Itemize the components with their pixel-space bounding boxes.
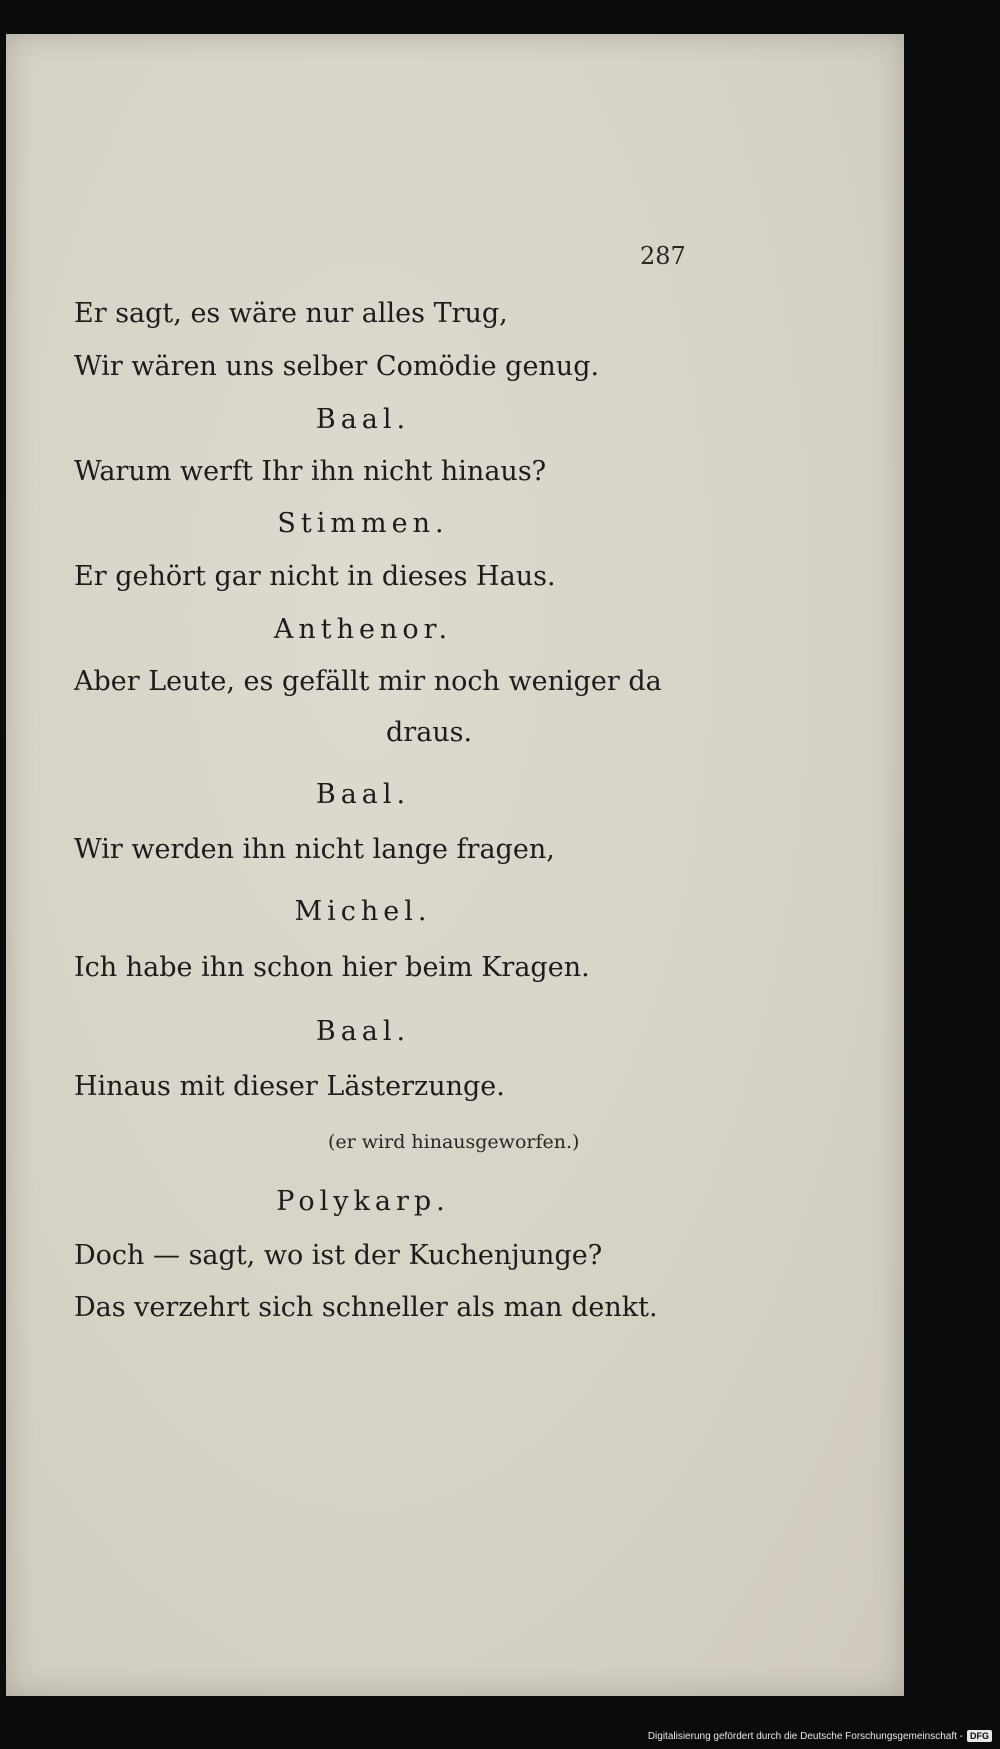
verse-line-continuation: draus. <box>386 717 473 748</box>
speaker-name: Michel. <box>294 896 432 927</box>
stage-direction: (er wird hinausgeworfen.) <box>328 1131 580 1153</box>
verse-line: Hinaus mit dieser Lästerzunge. <box>74 1071 505 1102</box>
speaker-name: Baal. <box>315 779 411 810</box>
verse-line: Doch — sagt, wo ist der Kuchenjunge? <box>74 1240 603 1271</box>
speaker-name: Anthenor. <box>273 614 453 645</box>
speaker-name: Baal. <box>315 1016 411 1047</box>
verse-line: Wir wären uns selber Comödie genug. <box>74 351 600 382</box>
page-number: 287 <box>640 242 686 270</box>
book-page <box>6 34 904 1696</box>
dfg-logo-icon: DFG <box>967 1730 992 1742</box>
verse-line: Er sagt, es wäre nur alles Trug, <box>74 298 508 329</box>
speaker-name: Baal. <box>315 404 411 435</box>
digitization-footer <box>648 1727 992 1745</box>
verse-line: Er gehört gar nicht in dieses Haus. <box>74 561 556 592</box>
speaker-name: Stimmen. <box>277 508 449 539</box>
verse-line: Warum werft Ihr ihn nicht hinaus? <box>74 456 547 487</box>
verse-line: Wir werden ihn nicht lange fragen, <box>74 834 555 865</box>
speaker-name: Polykarp. <box>276 1186 450 1217</box>
verse-line: Ich habe ihn schon hier beim Kragen. <box>74 952 590 983</box>
funding-credit: Digitalisierung gefördert durch die Deutsche Forschungsgemeinschaft - <box>647 1730 963 1742</box>
verse-line: Aber Leute, es gefällt mir noch weniger da <box>74 666 662 697</box>
verse-line: Das verzehrt sich schneller als man denkt. <box>74 1292 658 1323</box>
